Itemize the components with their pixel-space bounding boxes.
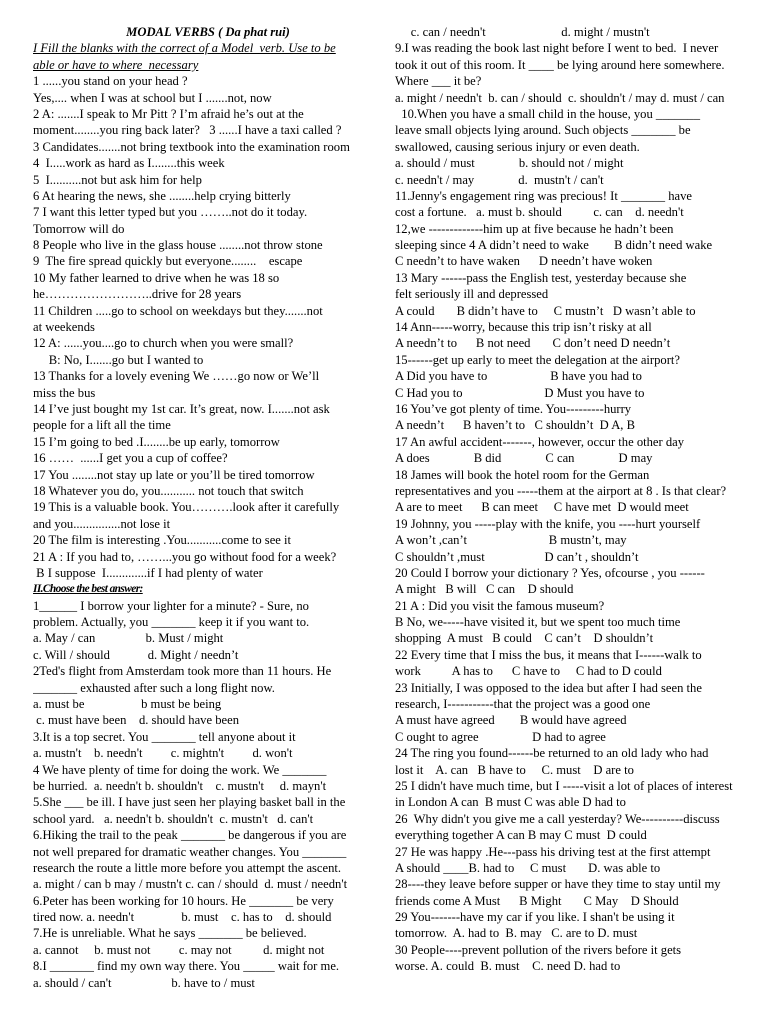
left-column-line: 6.Hiking the trail to the peak _______ be dangerous if you are	[33, 828, 347, 843]
left-column-line: 15 I’m going to bed .I........be up early, tomorrow	[33, 434, 280, 449]
left-column-line: research the route a little more before you attempt the ascent.	[33, 860, 342, 875]
left-column-line: 3.It is a top secret. You _______ tell anyone about it	[33, 729, 296, 744]
left-column-line: be hurried. a. needn't b. shouldn't c. mustn't d. mayn't	[33, 778, 327, 793]
left-column-line: at weekends	[33, 320, 95, 335]
right-column-line: 27 He was happy .He---pass his driving test at the first attempt	[395, 844, 711, 859]
right-column-line: 25 I didn't have much time, but I -----visit a lot of places of interest	[395, 778, 733, 793]
left-column-line: 1______ I borrow your lighter for a minute? - Sure, no	[33, 598, 309, 613]
right-column-line: 28----they leave before supper or have they time to stay until my	[395, 877, 721, 892]
right-column-line: C shouldn’t ,must D can’t , shouldn’t	[395, 549, 639, 564]
right-column-line: 26 Why didn't you give me a call yesterday? We----------discuss	[395, 811, 720, 826]
left-column-line: and you...............not lose it	[33, 516, 171, 531]
left-column-line: B: No, I.......go but I wanted to	[33, 352, 204, 367]
left-column-line: problem. Actually, you _______ keep it if you want to.	[33, 615, 310, 630]
left-column-line: 4 I.....work as hard as I........this week	[33, 156, 225, 171]
right-column-line: C Had you to D Must you have to	[395, 385, 645, 400]
left-column-line: 3 Candidates.......not bring textbook into the examination room	[33, 139, 350, 154]
right-column-line: A Did you have to B have you had to	[395, 369, 642, 384]
right-column-line: 11.Jenny's engagement ring was precious! It _______ have	[395, 188, 692, 203]
right-column-line: friends come A Must B Might C May D Should	[395, 893, 679, 908]
right-column-line: 29 You-------have my car if you like. I shan't be using it	[395, 910, 675, 925]
right-column-line: A should ____B. had to C must D. was able to	[395, 860, 661, 875]
right-column-line: 19 Johnny, you -----play with the knife, you ----hurt yourself	[395, 516, 701, 531]
right-column-line: Where ___ it be?	[395, 74, 482, 89]
right-column-line: A needn’t B haven’t to C shouldn’t D A, B	[395, 418, 635, 433]
right-column-line: B No, we-----have visited it, but we spent too much time	[395, 615, 681, 630]
left-column-line: Yes,.... when I was at school but I .......not, now	[33, 90, 272, 105]
right-column-line: shopping A must B could C can’t D shouldn’t	[395, 631, 654, 646]
instruction-heading: I Fill the blanks with the correct of a Model verb. Use to be	[33, 41, 336, 56]
left-column-line: 14 I’ve just bought my 1st car. It’s great, now. I.......not ask	[33, 401, 330, 416]
left-column-line: miss the bus	[33, 385, 96, 400]
left-column-line: he……………………..drive for 28 years	[33, 287, 242, 302]
left-column-line: not well prepared for dramatic weather changes. You _______	[33, 844, 347, 859]
right-column-line: A could B didn’t have to C mustn’t D wasn’t able to	[395, 303, 696, 318]
left-column-line: 5.She ___ be ill. I have just seen her playing basket ball in the	[33, 795, 346, 810]
left-column-line: 2Ted's flight from Amsterdam took more than 11 hours. He	[33, 664, 332, 679]
right-column-line: A might B will C can D should	[395, 582, 574, 597]
left-column-line: tired now. a. needn't b. must c. has to d. should	[33, 910, 332, 925]
right-column-line: 14 Ann-----worry, because this trip isn’t risky at all	[395, 320, 652, 335]
left-column-line: a. mustn't b. needn't c. mightn't d. won't	[33, 746, 293, 761]
right-column-line: c. needn't / may d. mustn't / can't	[395, 172, 604, 187]
right-column-line: C needn’t to have waken D needn’t have woken	[395, 254, 653, 269]
left-column-line: school yard. a. needn't b. shouldn't c. mustn't d. can't	[33, 811, 314, 826]
left-column-line: 20 The film is interesting .You...........come to see it	[33, 533, 292, 548]
left-column-line: 8.I _______ find my own way there. You _____ wait for me.	[33, 959, 340, 974]
left-column-line: 18 Whatever you do, you........... not touch that switch	[33, 483, 304, 498]
right-column-line: work A has to C have to C had to D could	[395, 664, 662, 679]
right-column-line: 18 James will book the hotel room for the German	[395, 467, 650, 482]
right-column-line: took it out of this room. It ____ be lying around here somewhere.	[395, 57, 725, 72]
right-column-line: A must have agreed B would have agreed	[395, 713, 627, 728]
left-column-line: c. Will / should d. Might / needn’t	[33, 647, 239, 662]
right-column-line: 9.I was reading the book last night before I went to bed. I never	[395, 41, 719, 56]
left-column-line: a. might / can b may / mustn't c. can / should d. must / needn't	[33, 877, 348, 892]
left-column-line: 17 You ........not stay up late or you’ll be tired tomorrow	[33, 467, 315, 482]
left-column-line: 11 Children .....go to school on weekdays but they.......not	[33, 303, 323, 318]
left-column-line: a. must be b must be being	[33, 697, 222, 712]
right-column-line: 21 A : Did you visit the famous museum?	[395, 598, 605, 613]
left-column-line: people for a lift all the time	[33, 418, 171, 433]
right-column-line: sleeping since 4 A didn’t need to wake B didn’t need wake	[395, 238, 713, 253]
right-column-line: 23 Initially, I was opposed to the idea but after I had seen the	[395, 680, 702, 695]
left-column-line: 21 A : If you had to, ……...you go without food for a week?	[33, 549, 337, 564]
left-column-line: 7 I want this letter typed but you ……..not do it today.	[33, 205, 308, 220]
left-column-line: 10 My father learned to drive when he was 18 so	[33, 270, 280, 285]
right-column-line: 22 Every time that I miss the bus, it means that I------walk to	[395, 647, 702, 662]
right-column-line: a. might / needn't b. can / should c. shouldn't / may d. must / can	[395, 90, 725, 105]
left-column-line: Tomorrow will do	[33, 221, 125, 236]
right-column-line: 24 The ring you found------be returned to an old lady who had	[395, 746, 709, 761]
right-column-line: research, I-----------that the project was a good one	[395, 697, 651, 712]
right-column-line: felt seriously ill and depressed	[395, 287, 549, 302]
left-column-line: 5 I..........not but ask him for help	[33, 172, 202, 187]
right-column-line: 16 You’ve got plenty of time. You---------hurry	[395, 401, 632, 416]
left-column-line: a. May / can b. Must / might	[33, 631, 224, 646]
section-heading: II.Choose the best answer:	[33, 583, 143, 596]
right-column-line: A does B did C can D may	[395, 451, 653, 466]
right-column-line: tomorrow. A. had to B. may C. are to D. must	[395, 926, 638, 941]
right-column-line: 15------get up early to meet the delegation at the airport?	[395, 352, 680, 367]
left-column-line: 9 The fire spread quickly but everyone........ escape	[33, 254, 303, 269]
right-column-line: everything together A can B may C must D could	[395, 828, 647, 843]
right-column-line: worse. A. could B. must C. need D. had to	[395, 959, 621, 974]
instruction-heading: able or have to where necessary	[33, 57, 199, 72]
left-column-line: a. should / can't b. have to / must	[33, 975, 255, 990]
right-column-line: C ought to agree D had to agree	[395, 729, 606, 744]
left-column-line: 8 People who live in the glass house ........not throw stone	[33, 238, 323, 253]
right-column-line: A needn’t to B not need C don’t need D needn’t	[395, 336, 671, 351]
right-column-line: leave small objects lying around. Such objects _______ be	[395, 123, 691, 138]
right-column-line: 30 People----prevent pollution of the rivers before it gets	[395, 942, 682, 957]
page-title: MODAL VERBS ( Da phat rui)	[126, 25, 290, 39]
right-column	[395, 24, 757, 975]
right-column-line: lost it A. can B have to C. must D are to	[395, 762, 634, 777]
right-column-line: A are to meet B can meet C have met D would meet	[395, 500, 689, 515]
right-column-line: 17 An awful accident-------, however, occur the other day	[395, 434, 685, 449]
left-column-line: 7.He is unreliable. What he says _______ be believed.	[33, 926, 307, 941]
right-column-line: c. can / needn't d. might / mustn't	[395, 25, 650, 39]
left-column-line: 19 This is a valuable book. You……….look after it carefully	[33, 500, 340, 515]
right-column-line: swallowed, causing serious injury or even death.	[395, 139, 640, 154]
right-column-line: A won’t ,can’t B mustn’t, may	[395, 533, 627, 548]
right-column-line: a. should / must b. should not / might	[395, 156, 624, 171]
left-column-line: 12 A: ......you....go to church when you were small?	[33, 336, 294, 351]
right-column-line: representatives and you -----them at the airport at 8 . Is that clear?	[395, 483, 727, 498]
left-column-line: 13 Thanks for a lovely evening We ……go now or We’ll	[33, 369, 320, 384]
left-column-line: 1 ......you stand on your head ?	[33, 74, 188, 89]
left-column-line: 16 …… ......I get you a cup of coffee?	[33, 451, 228, 466]
right-column-line: cost a fortune. a. must b. should c. can d. needn't	[395, 205, 684, 220]
left-column-line: a. cannot b. must not c. may not d. might not	[33, 942, 325, 957]
right-column-line: 13 Mary ------pass the English test, yesterday because she	[395, 270, 687, 285]
right-column-line: 10.When you have a small child in the house, you _______	[395, 106, 700, 121]
left-column-line: 4 We have plenty of time for doing the work. We _______	[33, 762, 327, 777]
left-column-line: 2 A: .......I speak to Mr Pitt ? I’m afraid he’s out at the	[33, 106, 304, 121]
left-column-line: _______ exhausted after such a long flight now.	[33, 680, 275, 695]
left-column-line: moment........you ring back later? 3 ......I have a taxi called ?	[33, 123, 342, 138]
left-column-line: 6.Peter has been working for 10 hours. He _______ be very	[33, 893, 334, 908]
left-column-line: B I suppose I.............if I had plenty of water	[33, 565, 263, 580]
left-column-line: 6 At hearing the news, she ........help crying bitterly	[33, 188, 291, 203]
left-column-line: c. must have been d. should have been	[33, 713, 239, 728]
right-column-line: 12,we -------------him up at five because he hadn’t been	[395, 221, 674, 236]
right-column-line: 20 Could I borrow your dictionary ? Yes, ofcourse , you ------	[395, 565, 705, 580]
right-column-line: in London A can B must C was able D had to	[395, 795, 626, 810]
left-column	[33, 24, 383, 991]
